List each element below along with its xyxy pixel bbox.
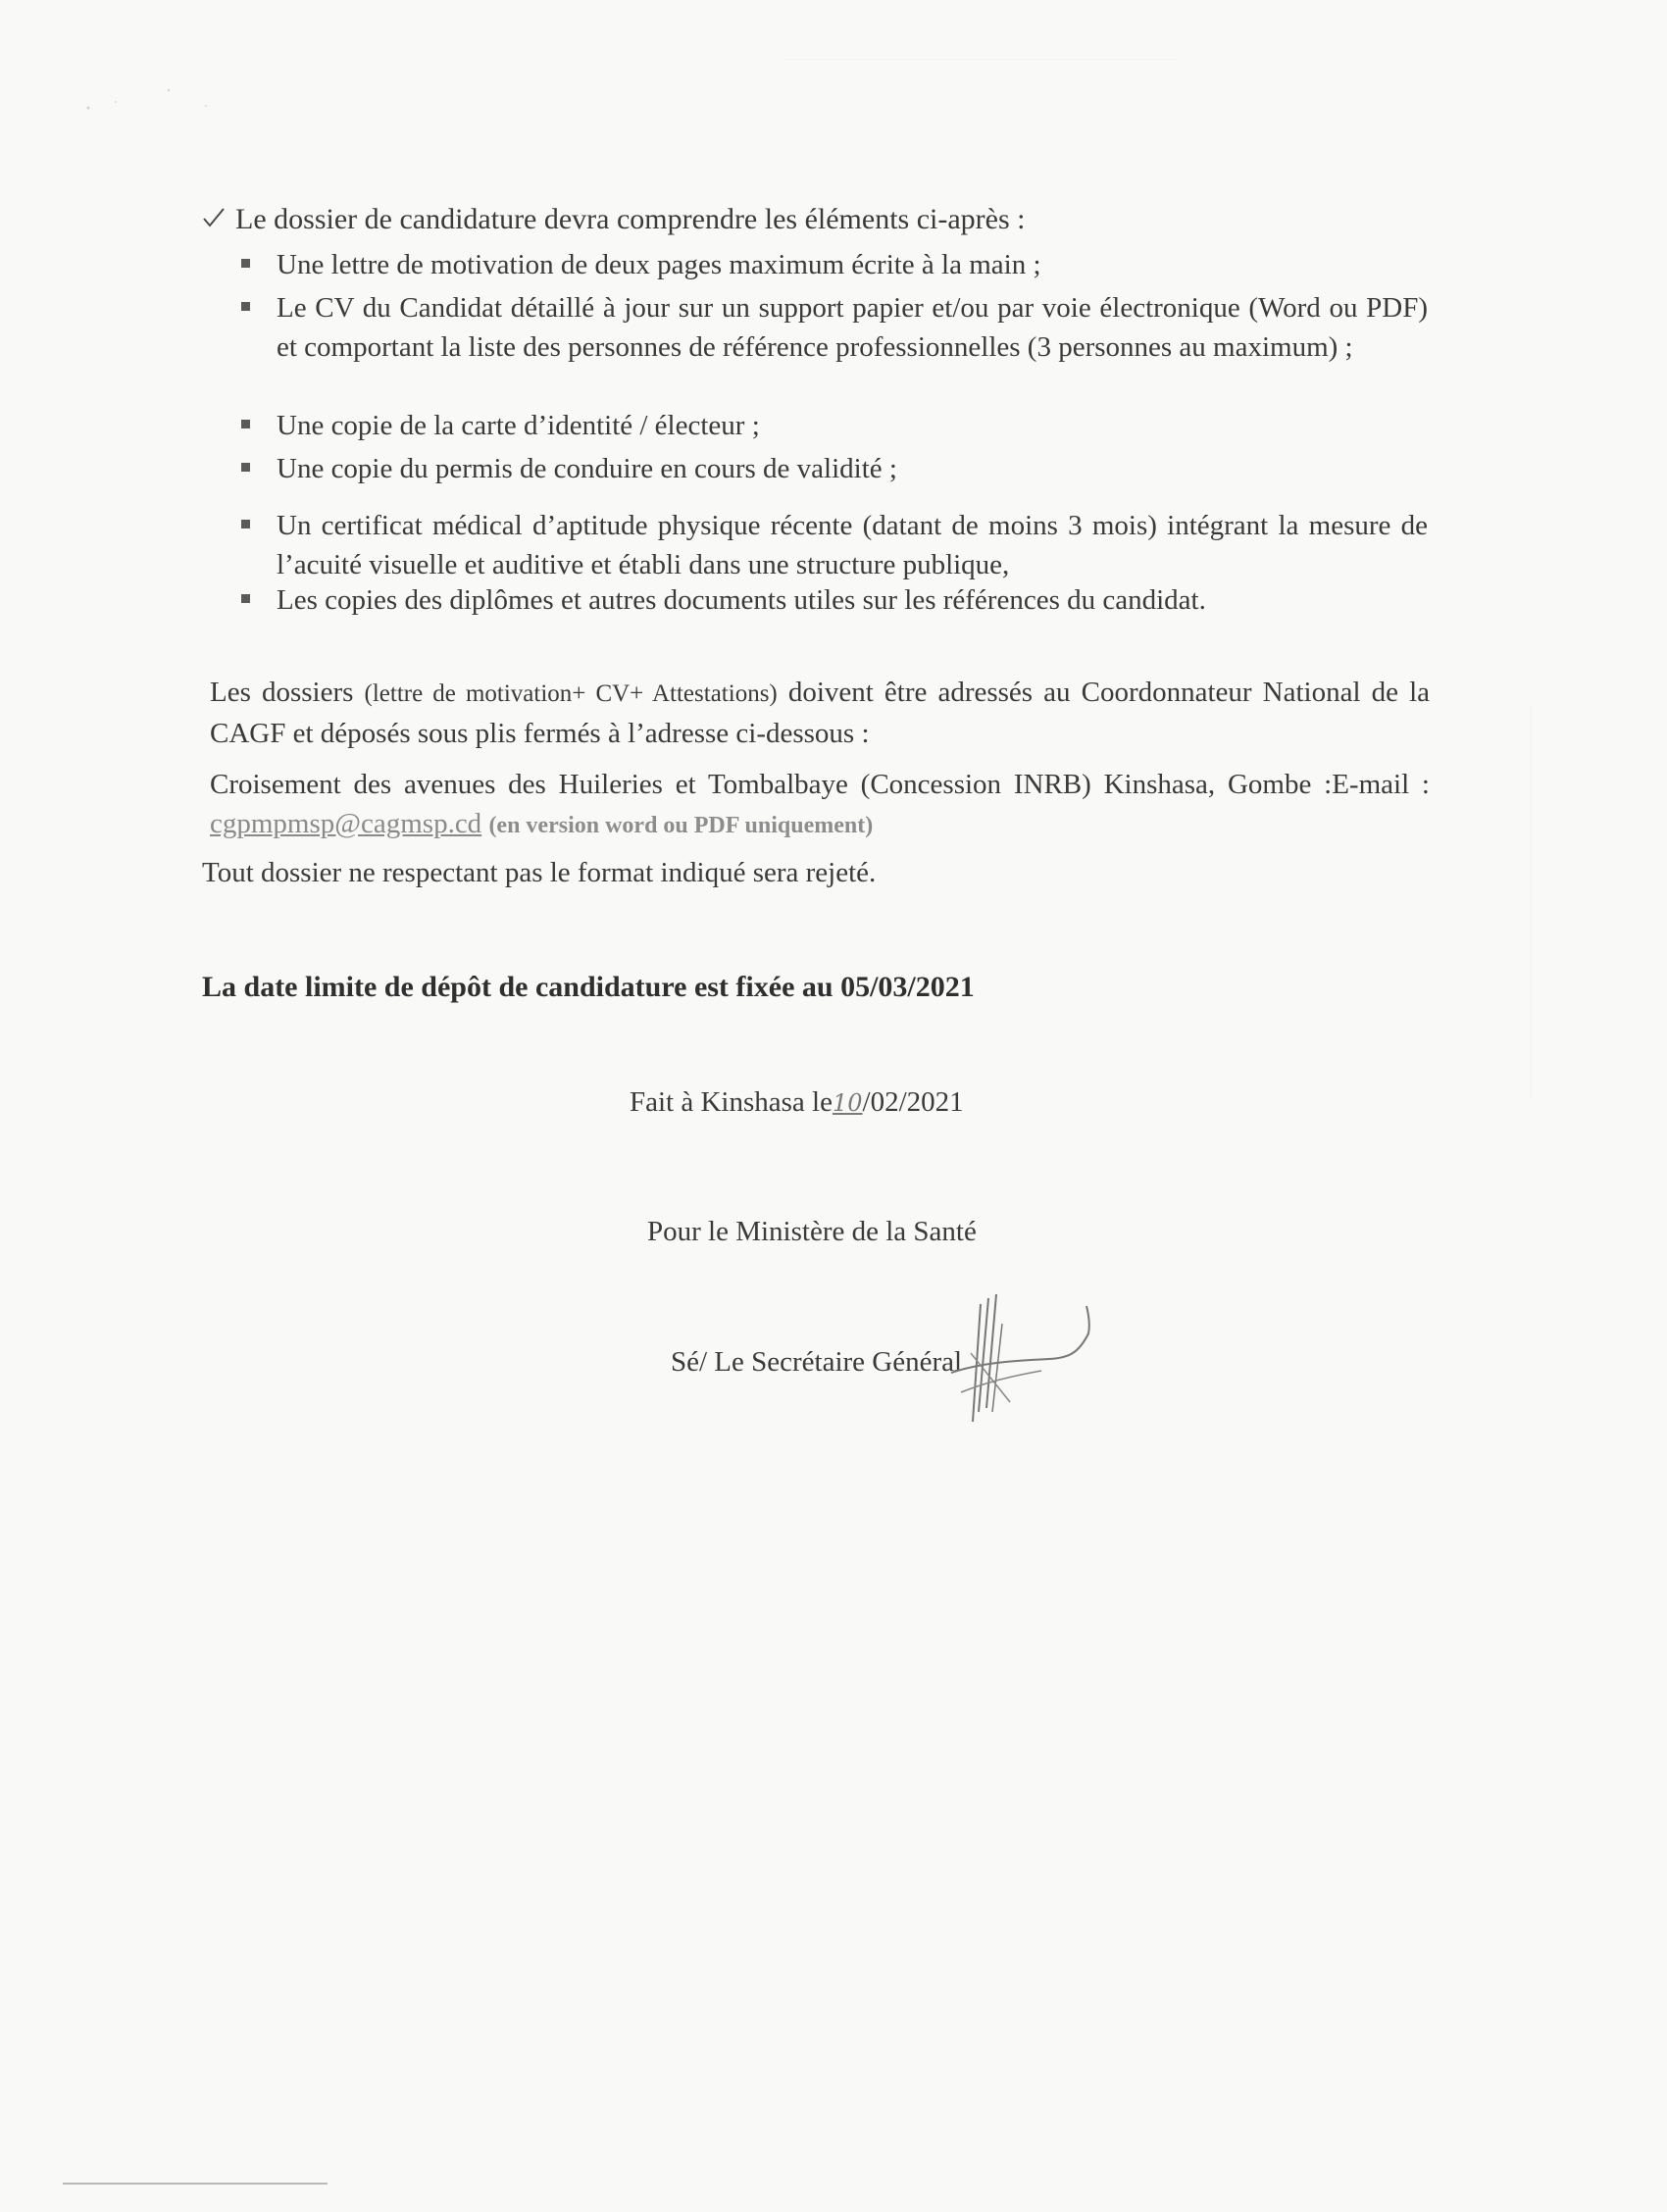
submission-rest: doivent être adressés au Coordonnateur National de la CAGF et déposés sous plis fermés à l’adresse ci-dessous : bbox=[210, 677, 1430, 749]
requirements-list bbox=[241, 245, 1428, 624]
checkmark-icon bbox=[202, 200, 229, 239]
rejection-paragraph bbox=[202, 853, 1422, 892]
signatory-line: Sé/ Le Secrétaire Général bbox=[671, 1346, 963, 1378]
list-item-text: Une copie du permis de conduire en cours de validité ; bbox=[277, 453, 897, 484]
list-item-text: Un certificat médical d’aptitude physique récente (datant de moins 3 mois) intégrant la mesure de l’acuité visuelle et auditive et établi dans une structure publique, bbox=[277, 510, 1428, 580]
list-item bbox=[241, 449, 1428, 506]
bullet-square-icon bbox=[241, 594, 250, 603]
rejection-text: Tout dossier ne respectant pas le format indiqué sera rejeté. bbox=[202, 857, 877, 888]
list-item bbox=[241, 506, 1428, 580]
intro-line bbox=[202, 200, 1025, 239]
submission-paragraph bbox=[210, 673, 1430, 753]
email-link[interactable]: cgpmpmsp@cagmsp.cd bbox=[210, 808, 482, 839]
place-date-line bbox=[630, 1086, 964, 1119]
bullet-square-icon bbox=[241, 463, 250, 472]
list-item bbox=[241, 245, 1428, 288]
submission-detail: (lettre de motivation+ CV+ Attestations) bbox=[364, 680, 778, 707]
bullet-square-icon bbox=[241, 520, 250, 528]
ministry-line: Pour le Ministère de la Santé bbox=[647, 1216, 977, 1247]
submission-lead: Les dossiers bbox=[210, 677, 354, 708]
bullet-square-icon bbox=[241, 259, 250, 268]
place-rest: /02/2021 bbox=[862, 1086, 964, 1118]
signature-mark bbox=[932, 1265, 1108, 1441]
bottom-divider bbox=[63, 2183, 328, 2185]
list-item bbox=[241, 288, 1428, 406]
bullet-square-icon bbox=[241, 420, 250, 428]
place-prefix: Fait à Kinshasa le bbox=[630, 1086, 833, 1118]
bullet-square-icon bbox=[241, 302, 250, 311]
deadline-statement: La date limite de dépôt de candidature est fixée au 05/03/2021 bbox=[202, 971, 975, 1003]
address-text: Croisement des avenues des Huileries et Tombalbaye (Concession INRB) Kinshasa, Gombe :E-mail : bbox=[210, 769, 1430, 800]
list-item bbox=[241, 406, 1428, 449]
list-item-text: Une copie de la carte d’identité / électeur ; bbox=[277, 410, 760, 441]
intro-text: Le dossier de candidature devra comprendre les éléments ci-après : bbox=[235, 203, 1026, 235]
address-paragraph bbox=[210, 765, 1430, 845]
list-item bbox=[241, 580, 1428, 624]
list-item-text: Le CV du Candidat détaillé à jour sur un support papier et/ou par voie électronique (Word ou PDF) et comportant la liste des personnes de référence professionnelles (3 personnes au maximum) ; bbox=[277, 292, 1428, 363]
email-note: (en version word ou PDF uniquement) bbox=[488, 813, 874, 838]
handwritten-day: 10 bbox=[832, 1089, 863, 1117]
list-item-text: Les copies des diplômes et autres documents utiles sur les références du candidat. bbox=[277, 584, 1206, 616]
list-item-text: Une lettre de motivation de deux pages maximum écrite à la main ; bbox=[277, 249, 1041, 280]
